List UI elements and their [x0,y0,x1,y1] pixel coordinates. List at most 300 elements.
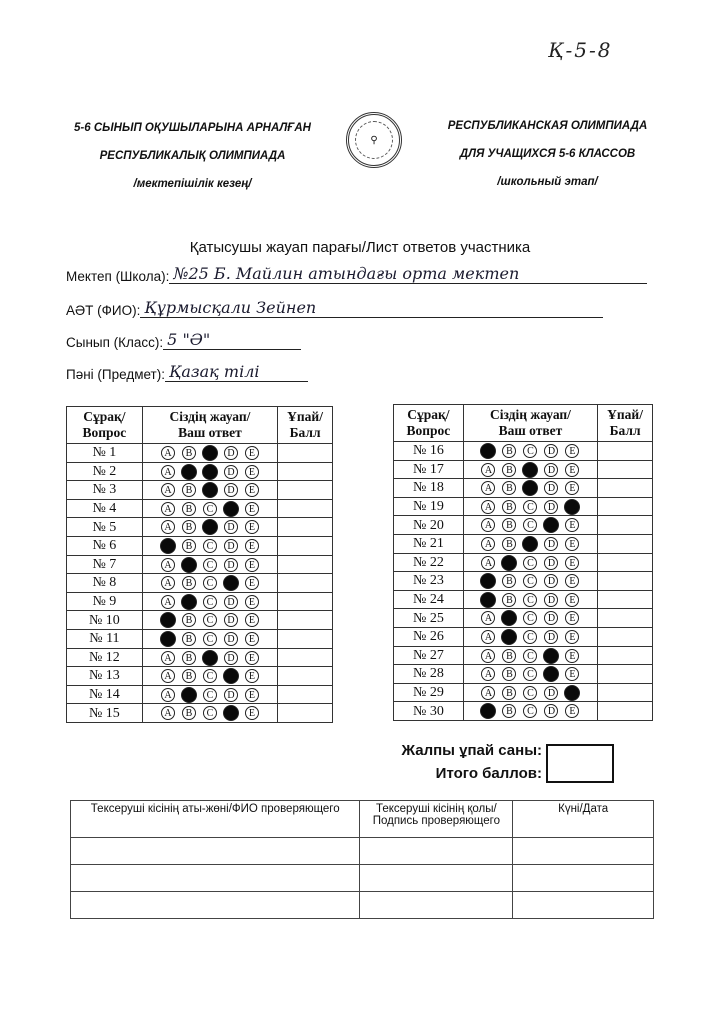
bubble-e[interactable]: E [245,651,259,665]
checker-signature-cell[interactable] [360,865,513,892]
answer-options [463,665,597,684]
bubble-c[interactable]: C [523,444,537,458]
bubble-b[interactable]: B [182,520,196,534]
question-number: № 19 [394,497,464,516]
answer-options [142,648,277,667]
olympiad-emblem-icon [346,112,402,168]
score-cell[interactable] [598,553,653,572]
answer-row [67,629,333,648]
name-label: АӘТ (ФИО): [66,303,141,318]
bubble-b[interactable]: B [502,704,516,718]
bubble-c-filled[interactable]: C [202,650,218,666]
bubble-b[interactable]: B [182,483,196,497]
checker-name-cell[interactable] [71,892,360,919]
bubble-b[interactable]: B [502,481,516,495]
bubble-a[interactable]: A [161,595,175,609]
bubble-a[interactable]: A [161,558,175,572]
bubble-d-filled[interactable]: D [223,575,239,591]
answer-options [142,462,277,481]
bubble-a[interactable]: A [161,502,175,516]
score-header: Ұпай/ Балл [598,405,653,442]
answer-options [142,518,277,537]
checker-signature-header: Тексеруші кісінің қолы/ Подпись проверяющего [360,801,513,838]
bubble-d[interactable]: D [544,537,558,551]
score-cell[interactable] [278,444,333,463]
score-cell[interactable] [278,611,333,630]
sheet-title: Қатысушы жауап парағы/Лист ответов участника [189,239,531,256]
name-input[interactable]: Құрмысқали Зейнеп [140,298,603,318]
answer-options [463,702,597,721]
question-header: Сұрақ/ Вопрос [67,407,143,444]
checker-date-cell[interactable] [513,838,654,865]
score-cell[interactable] [278,555,333,574]
bubble-d-filled[interactable]: D [223,501,239,517]
bubble-d[interactable]: D [224,558,238,572]
bubble-b[interactable]: B [182,706,196,720]
question-number: № 3 [67,481,143,500]
answer-options [463,609,597,628]
bubble-d[interactable]: D [544,593,558,607]
bubble-c-filled[interactable]: C [522,480,538,496]
bubble-c[interactable]: C [523,518,537,532]
answer-row [67,667,333,686]
school-input[interactable]: №25 Б. Майлин атындағы орта мектеп [169,264,647,284]
question-number: № 7 [67,555,143,574]
bubble-a[interactable]: A [481,649,495,663]
answer-options [142,667,277,686]
bubble-a-filled[interactable]: A [160,612,176,628]
answer-row [394,627,653,646]
subject-field [66,362,308,382]
checker-row [71,838,654,865]
bubble-e[interactable]: E [245,483,259,497]
header-kz-line1: 5-6 СЫНЫП ОҚУШЫЛАРЫНА АРНАЛҒАН [74,122,311,134]
bubble-d[interactable]: D [544,574,558,588]
bubble-a[interactable]: A [161,688,175,702]
bubble-d[interactable]: D [544,500,558,514]
bubble-c[interactable]: C [203,576,217,590]
score-cell[interactable] [278,704,333,723]
question-number: № 12 [67,648,143,667]
score-cell[interactable] [598,702,653,721]
bubble-b[interactable]: B [502,667,516,681]
question-number: № 25 [394,609,464,628]
bubble-e-filled[interactable]: E [564,685,580,701]
answer-row [394,442,653,461]
answer-options [463,646,597,665]
bubble-b[interactable]: B [182,632,196,646]
bubble-a[interactable]: A [161,465,175,479]
answer-row [394,497,653,516]
total-score-box[interactable] [546,744,614,783]
bubble-b[interactable]: B [502,518,516,532]
subject-input[interactable]: Қазақ тілі [165,362,308,382]
bubble-a[interactable]: A [161,520,175,534]
bubble-a-filled[interactable]: A [160,538,176,554]
bubble-e[interactable]: E [245,558,259,572]
answer-row [67,704,333,723]
bubble-b-filled[interactable]: B [501,629,517,645]
bubble-d[interactable]: D [224,688,238,702]
question-number: № 8 [67,574,143,593]
bubble-d[interactable]: D [544,630,558,644]
bubble-b-filled[interactable]: B [181,464,197,480]
answer-table-left [66,406,333,723]
header-kz-line3: /мектепішілік кезең/ [133,178,252,190]
bubble-c[interactable]: C [523,593,537,607]
bubble-d[interactable]: D [544,556,558,570]
bubble-e[interactable]: E [565,444,579,458]
bubble-b[interactable]: B [502,500,516,514]
checker-name-header: Тексеруші кісінің аты-жөні/ФИО проверяющего [71,801,360,838]
bubble-a[interactable]: A [481,611,495,625]
score-cell[interactable] [278,481,333,500]
header-kz-line2: РЕСПУБЛИКАЛЫҚ ОЛИМПИАДА [99,150,286,162]
bubble-d[interactable]: D [224,520,238,534]
subject-label: Пәні (Предмет): [66,367,165,382]
checker-signature-cell[interactable] [360,838,513,865]
bubble-c[interactable]: C [523,556,537,570]
document-code: Қ-5-8 [548,38,613,62]
answer-options [463,479,597,498]
bubble-e[interactable]: E [245,669,259,683]
bubble-c-filled[interactable]: C [202,464,218,480]
question-number: № 23 [394,572,464,591]
bubble-a[interactable]: A [481,518,495,532]
score-cell[interactable] [598,683,653,702]
bubble-d[interactable]: D [544,686,558,700]
bubble-e[interactable]: E [565,630,579,644]
bubble-d-filled[interactable]: D [543,648,559,664]
score-cell[interactable] [598,442,653,461]
bubble-c[interactable]: C [203,632,217,646]
checker-table [70,800,654,919]
score-cell[interactable] [598,665,653,684]
score-cell[interactable] [598,479,653,498]
bubble-d-filled[interactable]: D [543,517,559,533]
question-number: № 13 [67,667,143,686]
bubble-a[interactable]: A [161,576,175,590]
score-cell[interactable] [278,629,333,648]
score-cell[interactable] [598,497,653,516]
bubble-b-filled[interactable]: B [181,594,197,610]
bubble-d-filled[interactable]: D [543,666,559,682]
answer-options [463,590,597,609]
question-number: № 26 [394,627,464,646]
answer-row [67,536,333,555]
answer-table-right [393,404,653,721]
answer-options [142,592,277,611]
class-input[interactable]: 5 "Ә" [163,330,301,350]
question-number: № 27 [394,646,464,665]
bubble-e[interactable]: E [245,595,259,609]
answer-row [67,499,333,518]
answer-row [67,481,333,500]
answer-options [463,627,597,646]
bubble-a[interactable]: A [161,651,175,665]
bubble-c[interactable]: C [523,630,537,644]
bubble-e[interactable]: E [245,706,259,720]
answer-row [394,516,653,535]
checker-date-cell[interactable] [513,892,654,919]
bubble-b[interactable]: B [502,537,516,551]
score-cell[interactable] [598,627,653,646]
answer-header: Сіздің жауап/ Ваш ответ [142,407,277,444]
bubble-e[interactable]: E [245,465,259,479]
bubble-e[interactable]: E [565,463,579,477]
bubble-e[interactable]: E [565,518,579,532]
bubble-e[interactable]: E [245,688,259,702]
question-number: № 2 [67,462,143,481]
answer-row [394,590,653,609]
answer-options [142,444,277,463]
bubble-d[interactable]: D [544,481,558,495]
score-cell[interactable] [598,534,653,553]
answer-options [463,534,597,553]
header-ru-line2: ДЛЯ УЧАЩИХСЯ 5-6 КЛАССОВ [459,148,636,160]
answer-row [67,611,333,630]
question-number: № 10 [67,611,143,630]
score-cell[interactable] [278,574,333,593]
bubble-a[interactable]: A [481,686,495,700]
bubble-d[interactable]: D [224,483,238,497]
checker-name-cell[interactable] [71,838,360,865]
bubble-a[interactable]: A [161,706,175,720]
bubble-b[interactable]: B [182,576,196,590]
answer-row [67,592,333,611]
header-russian [430,112,665,196]
bubble-c[interactable]: C [523,667,537,681]
answer-options [463,683,597,702]
answer-row [67,685,333,704]
answer-row [67,648,333,667]
bubble-a[interactable]: A [481,537,495,551]
bubble-c[interactable]: C [523,704,537,718]
answer-row [67,555,333,574]
bubble-e[interactable]: E [565,704,579,718]
bubble-a-filled[interactable]: A [480,443,496,459]
answer-options [463,460,597,479]
answer-row [394,553,653,572]
bubble-c[interactable]: C [203,595,217,609]
total-label-ru: Итого баллов: [435,765,542,782]
question-number: № 11 [67,629,143,648]
bubble-c[interactable]: C [203,688,217,702]
bubble-e[interactable]: E [245,539,259,553]
score-cell[interactable] [278,518,333,537]
question-number: № 15 [67,704,143,723]
bubble-b[interactable]: B [182,502,196,516]
bubble-c[interactable]: C [523,500,537,514]
bubble-d[interactable]: D [224,595,238,609]
checker-signature-cell[interactable] [360,892,513,919]
score-cell[interactable] [278,685,333,704]
bubble-e[interactable]: E [565,481,579,495]
bubble-d[interactable]: D [544,444,558,458]
bubble-c[interactable]: C [203,502,217,516]
question-number: № 16 [394,442,464,461]
bubble-b-filled[interactable]: B [501,555,517,571]
header-kazakh [60,114,325,198]
checker-row [71,865,654,892]
bubble-a-filled[interactable]: A [480,592,496,608]
answer-options [142,555,277,574]
bubble-d-filled[interactable]: D [223,705,239,721]
bubble-c-filled[interactable]: C [522,536,538,552]
bubble-c[interactable]: C [523,649,537,663]
bubble-b[interactable]: B [182,613,196,627]
bubble-a[interactable]: A [481,500,495,514]
class-field [66,330,301,350]
question-number: № 14 [67,685,143,704]
question-number: № 24 [394,590,464,609]
bubble-a[interactable]: A [481,556,495,570]
question-number: № 17 [394,460,464,479]
answer-options [142,574,277,593]
question-number: № 9 [67,592,143,611]
score-cell[interactable] [598,460,653,479]
bubble-b[interactable]: B [502,444,516,458]
answer-options [463,572,597,591]
answer-options [463,553,597,572]
bubble-a[interactable]: A [481,667,495,681]
bubble-c-filled[interactable]: C [522,462,538,478]
name-field [66,298,603,318]
answer-options [142,611,277,630]
bubble-a[interactable]: A [161,483,175,497]
total-label-kz: Жалпы ұпай саны: [401,742,542,759]
bubble-c[interactable]: C [523,574,537,588]
bubble-c[interactable]: C [203,613,217,627]
bubble-e[interactable]: E [565,611,579,625]
answer-row [394,572,653,591]
bubble-b[interactable]: B [502,463,516,477]
answer-header: Сіздің жауап/ Ваш ответ [463,405,597,442]
score-cell[interactable] [598,590,653,609]
bubble-b[interactable]: B [502,649,516,663]
bubble-b-filled[interactable]: B [181,557,197,573]
score-cell[interactable] [278,592,333,611]
bubble-e[interactable]: E [245,613,259,627]
bubble-d[interactable]: D [544,611,558,625]
bubble-e[interactable]: E [245,520,259,534]
score-cell[interactable] [598,609,653,628]
answer-row [394,702,653,721]
bubble-a[interactable]: A [161,446,175,460]
answer-options [142,536,277,555]
bubble-d[interactable]: D [224,465,238,479]
answer-row [67,518,333,537]
bubble-e[interactable]: E [565,649,579,663]
bubble-c[interactable]: C [523,686,537,700]
bubble-e[interactable]: E [245,576,259,590]
bubble-a-filled[interactable]: A [480,703,496,719]
question-number: № 4 [67,499,143,518]
bubble-b[interactable]: B [502,574,516,588]
bubble-e[interactable]: E [565,593,579,607]
bubble-c[interactable]: C [203,539,217,553]
bubble-e[interactable]: E [565,574,579,588]
answer-row [67,444,333,463]
bubble-e[interactable]: E [245,502,259,516]
class-label: Сынып (Класс): [66,335,164,350]
bubble-d[interactable]: D [224,651,238,665]
bubble-d[interactable]: D [224,613,238,627]
answer-row [394,609,653,628]
bubble-d[interactable]: D [224,632,238,646]
question-number: № 1 [67,444,143,463]
score-cell[interactable] [278,536,333,555]
answer-options [142,685,277,704]
bubble-c-filled[interactable]: C [202,482,218,498]
bubble-b[interactable]: B [502,686,516,700]
header-ru-line3: /школьный этап/ [497,176,598,188]
bubble-e[interactable]: E [565,667,579,681]
school-field [66,264,647,284]
answer-row [394,646,653,665]
bubble-c[interactable]: C [203,558,217,572]
bubble-b[interactable]: B [182,446,196,460]
bubble-a[interactable]: A [481,630,495,644]
score-cell[interactable] [278,499,333,518]
score-cell[interactable] [598,572,653,591]
bubble-e[interactable]: E [245,446,259,460]
bubble-b[interactable]: B [182,539,196,553]
bubble-b-filled[interactable]: B [181,687,197,703]
bubble-e[interactable]: E [565,556,579,570]
bubble-e[interactable]: E [565,537,579,551]
bubble-a[interactable]: A [481,463,495,477]
bubble-a-filled[interactable]: A [160,631,176,647]
question-number: № 30 [394,702,464,721]
checker-name-cell[interactable] [71,865,360,892]
question-number: № 18 [394,479,464,498]
bubble-c[interactable]: C [203,706,217,720]
score-cell[interactable] [278,667,333,686]
answer-options [463,497,597,516]
bubble-a[interactable]: A [161,669,175,683]
score-cell[interactable] [598,516,653,535]
bubble-c-filled[interactable]: C [202,445,218,461]
bubble-d[interactable]: D [224,539,238,553]
bubble-c-filled[interactable]: C [202,519,218,535]
score-cell[interactable] [278,462,333,481]
answer-row [394,534,653,553]
bubble-a[interactable]: A [481,481,495,495]
bubble-d[interactable]: D [224,446,238,460]
bubble-b[interactable]: B [502,593,516,607]
bubble-b-filled[interactable]: B [501,610,517,626]
bubble-d-filled[interactable]: D [223,668,239,684]
bubble-b[interactable]: B [182,651,196,665]
bubble-e[interactable]: E [245,632,259,646]
checker-date-header: Күні/Дата [513,801,654,838]
answer-options [142,481,277,500]
answer-row [394,665,653,684]
question-header: Сұрақ/ Вопрос [394,405,464,442]
bubble-c[interactable]: C [523,611,537,625]
bubble-b[interactable]: B [182,669,196,683]
score-cell[interactable] [278,648,333,667]
bubble-d[interactable]: D [544,704,558,718]
bubble-a-filled[interactable]: A [480,573,496,589]
bubble-d[interactable]: D [544,463,558,477]
score-cell[interactable] [598,646,653,665]
checker-date-cell[interactable] [513,865,654,892]
bubble-c[interactable]: C [203,669,217,683]
question-number: № 29 [394,683,464,702]
bubble-e-filled[interactable]: E [564,499,580,515]
